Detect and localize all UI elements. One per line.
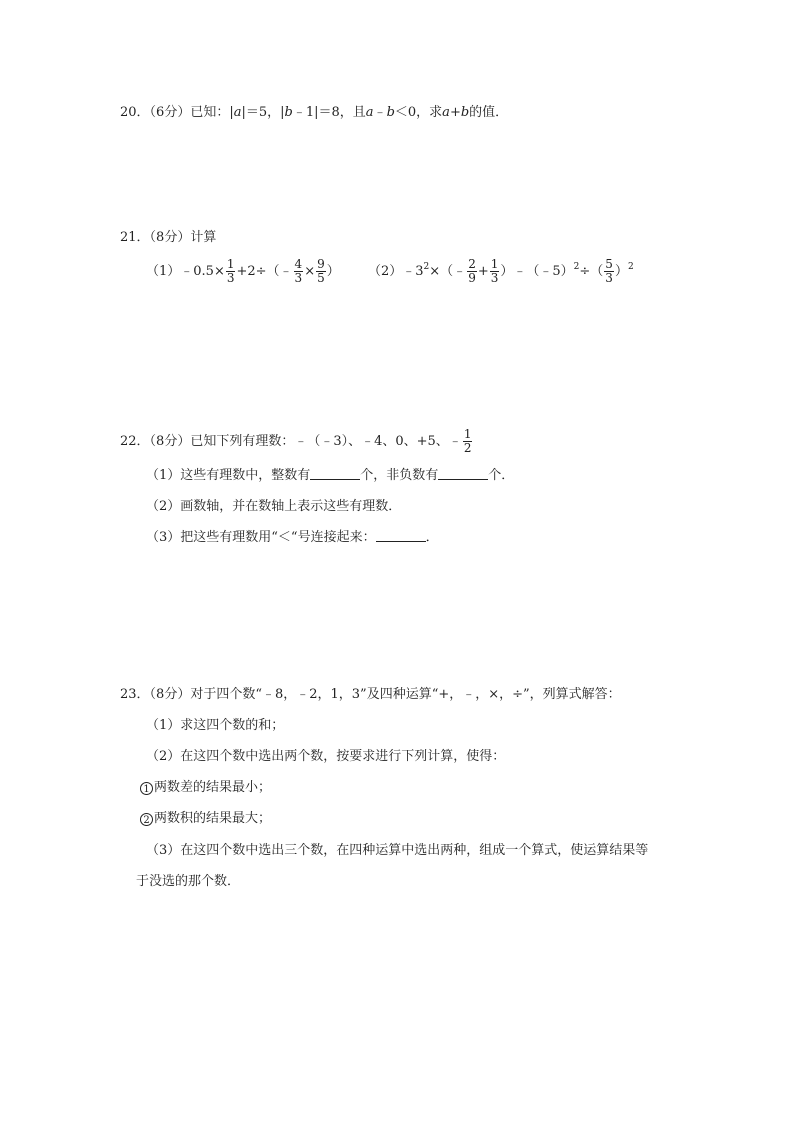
fraction [604, 258, 614, 285]
sub-question-text: （1）求这四个数的和； [146, 718, 285, 733]
sub-question-text: （3）把这些有理数用“＜“号连接起来： [146, 530, 376, 545]
fraction [463, 428, 473, 455]
question-number: 20． [120, 105, 150, 120]
question-score: （8分） [149, 230, 191, 245]
expr-text: （1）﹣0.5× [146, 264, 225, 279]
sub-question-text: 个，非负数有 [360, 468, 439, 483]
sub-question-text: （2）在这四个数中选出两个数，按要求进行下列计算，使得： [146, 749, 506, 764]
question-text: + [449, 105, 461, 120]
exponent: 2 [573, 262, 580, 272]
expr-text: ） [614, 264, 628, 279]
expr-text: × [304, 264, 316, 279]
question-score: （6分） [149, 105, 191, 120]
question-23-heading [120, 687, 621, 703]
q21-part-2 [368, 258, 634, 285]
sub-question-text: ． [425, 530, 439, 545]
q22-sub-3 [146, 530, 439, 546]
fraction-denominator: 3 [226, 271, 235, 285]
answer-blank [310, 468, 360, 480]
question-number: 21． [120, 230, 150, 245]
expr-text: ）﹣（﹣5） [500, 264, 574, 279]
fraction-denominator: 2 [463, 441, 472, 455]
fraction-numerator: 1 [226, 257, 235, 271]
question-22-heading [120, 428, 473, 455]
fraction-denominator: 3 [294, 271, 303, 285]
circled-number: 2 [140, 813, 153, 826]
question-text: 已知：| [190, 105, 234, 120]
fraction-numerator: 1 [463, 427, 472, 441]
question-title: 计算 [190, 230, 217, 245]
fraction-numerator: 4 [294, 257, 303, 271]
question-text: 的值． [469, 105, 509, 120]
q23-item-1 [140, 780, 271, 796]
question-score: （8分） [149, 687, 191, 702]
q22-sub-2 [146, 499, 401, 515]
q23-item-2 [140, 811, 271, 827]
sub-question-text: （3）在这四个数中选出三个数，在四种运算中选出两种，组成一个算式，使运算结果等 [146, 843, 649, 858]
fraction-denominator: 3 [490, 271, 499, 285]
fraction [467, 258, 477, 285]
sub-question-text: （2）画数轴，并在数轴上表示这些有理数． [146, 499, 402, 514]
exponent: 2 [627, 262, 634, 272]
fraction-numerator: 5 [605, 257, 613, 271]
question-text: |＝5，| [241, 105, 285, 120]
var-b: b [284, 105, 293, 120]
question-number: 23． [120, 687, 150, 702]
exponent: 2 [423, 262, 430, 272]
sub-question-text: （1）这些有理数中，整数有 [146, 468, 311, 483]
expr-text: +2÷（﹣ [236, 264, 293, 279]
sub-question-text: 两数差的结果最小； [154, 780, 272, 795]
fraction-numerator: 9 [317, 257, 325, 271]
fraction [226, 258, 236, 285]
answer-blank [376, 530, 426, 542]
q22-sub-1 [146, 468, 514, 484]
q23-sub-1 [146, 718, 284, 734]
fraction-numerator: 1 [490, 257, 499, 271]
fraction [294, 258, 304, 285]
fraction-denominator: 5 [317, 271, 325, 285]
question-text: ＜0，求 [394, 105, 443, 120]
var-b: b [460, 105, 470, 120]
expr-text: ） [326, 264, 340, 279]
sub-question-text: 个． [488, 468, 515, 483]
circled-number: 1 [140, 782, 153, 795]
sub-question-text: 于没选的那个数． [136, 874, 241, 889]
question-20 [120, 105, 508, 121]
question-text: 已知下列有理数：﹣（﹣3）、﹣4、0、+5、﹣ [190, 434, 462, 449]
fraction-denominator: 3 [605, 271, 613, 285]
expr-text: ÷（ [579, 264, 604, 279]
question-text: ﹣ [373, 105, 387, 120]
fraction-denominator: 9 [468, 271, 476, 285]
sub-question-text: 两数积的结果最大； [154, 811, 272, 826]
fraction-numerator: 2 [468, 257, 476, 271]
q23-sub-3 [146, 843, 648, 859]
expr-text: （2）﹣3 [368, 264, 424, 279]
q23-sub-2 [146, 749, 505, 765]
q23-sub-3-cont [136, 874, 240, 890]
var-a: a [365, 105, 374, 120]
question-score: （8分） [149, 434, 191, 449]
var-b: b [386, 105, 395, 120]
fraction [316, 258, 326, 285]
expr-text: ×（﹣ [429, 264, 467, 279]
expr-text: + [477, 264, 489, 279]
fraction [490, 258, 500, 285]
var-a: a [233, 105, 242, 120]
var-a: a [442, 105, 450, 120]
question-text: ﹣1|＝8，且 [292, 105, 366, 120]
q21-part-1 [146, 258, 340, 285]
question-text: 对于四个数“﹣8，﹣2，1，3”及四种运算“+，﹣，×，÷”，列算式解答： [190, 687, 621, 702]
question-number: 22． [120, 434, 150, 449]
question-21-heading [120, 230, 216, 246]
answer-blank [438, 468, 488, 480]
